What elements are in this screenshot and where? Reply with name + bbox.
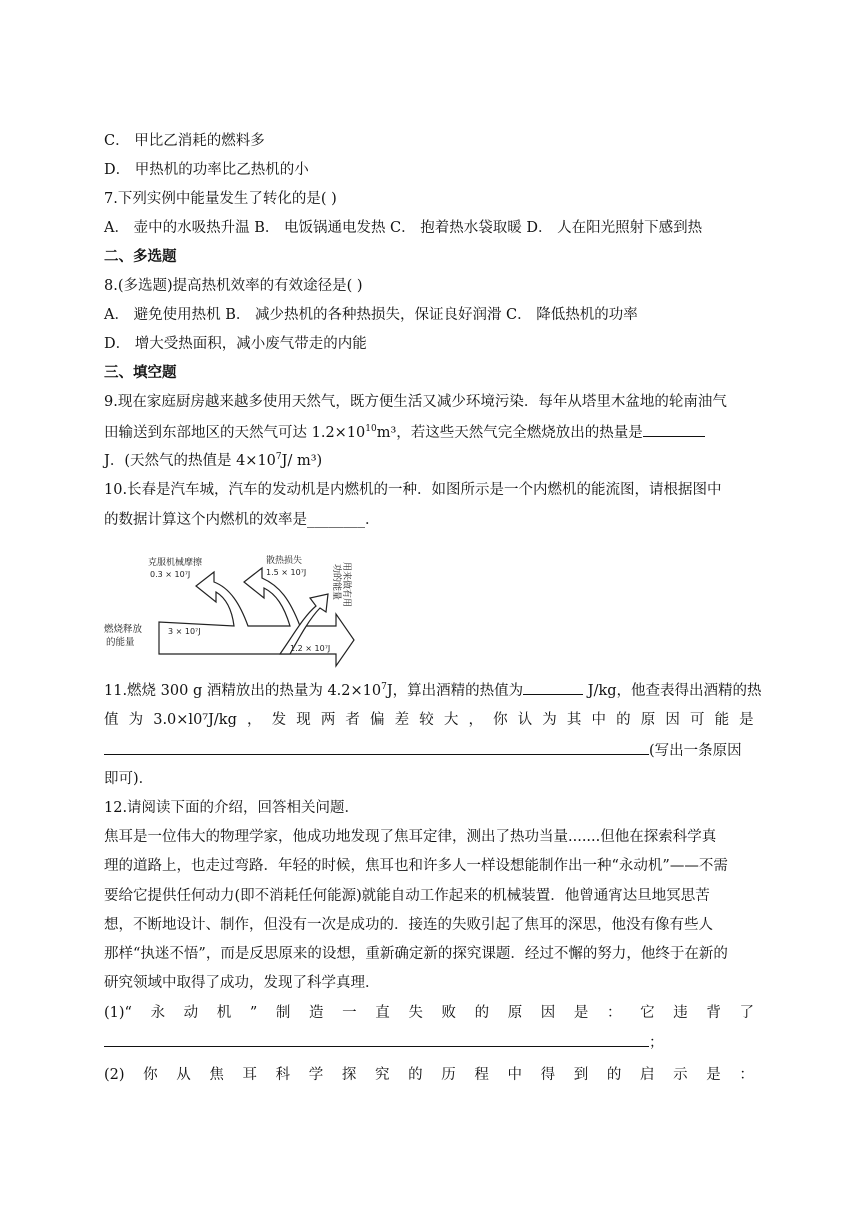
- q11-line3: [104, 740, 742, 761]
- q11-word: 两: [320, 712, 336, 728]
- q12-word: 的: [408, 1067, 423, 1083]
- q12-word: 究: [375, 1067, 390, 1083]
- q12-word: 是: [706, 1067, 721, 1083]
- q12-passage-line: 研究领域中取得了成功，发现了科学真理．: [104, 975, 380, 991]
- q12-word: 造: [309, 1005, 324, 1021]
- q11-text: J，算出酒精的热值为: [386, 683, 524, 699]
- friction-value: 0.3 × 10⁷J: [150, 570, 191, 579]
- q11-word: 能: [714, 712, 730, 728]
- q11-word: 偏: [370, 712, 385, 728]
- q11-word: 可: [689, 712, 705, 728]
- q11-word: 你: [493, 712, 508, 728]
- q9-line2: [104, 422, 705, 443]
- q9-answer-blank[interactable]: [643, 422, 705, 437]
- q12-word: 它: [640, 1005, 655, 1021]
- q11-word: 为: [542, 712, 557, 728]
- q12-word: 直: [375, 1005, 390, 1021]
- q11-word: 因: [665, 712, 680, 728]
- q11-text: 11.燃烧 300 g 酒精放出的热量为 4.2×10: [104, 683, 382, 699]
- q12-passage-line: 想，不断地设计、制作，但没有一次是成功的．接连的失败引起了焦耳的深思，他没有像有些人: [104, 917, 713, 933]
- q12-word: ”: [249, 1005, 258, 1021]
- q11-reason-blank[interactable]: [104, 740, 649, 755]
- q7-options: A． 壶中的水吸热升温 B． 电饭锅通电发热 C． 抱着热水袋取暖 D． 人在阳光照射下感到热: [104, 220, 703, 236]
- q11-word: 者: [345, 712, 360, 728]
- q11-word: 为: [128, 712, 144, 728]
- q12-word: (1)“: [104, 1005, 132, 1021]
- q12-word: 焦: [209, 1067, 224, 1083]
- q12-word: 从: [176, 1067, 191, 1083]
- q11-word: 认: [517, 712, 533, 728]
- q12-sub1-answer-blank[interactable]: [104, 1032, 649, 1047]
- q11-word: 的: [616, 712, 631, 728]
- q11-line1: [104, 680, 762, 701]
- q11-word: 差: [394, 712, 410, 728]
- q10-line2: 的数据计算这个内燃机的效率是________．: [104, 512, 380, 528]
- q12-word: 到: [573, 1067, 589, 1083]
- q12-word: 中: [507, 1067, 523, 1083]
- input-energy-label-2: 的能量: [106, 637, 135, 648]
- q11-word: 值: [104, 712, 119, 728]
- q12-word: 制: [275, 1005, 291, 1021]
- q9-exponent: 7: [275, 452, 282, 463]
- q12-word: 一: [342, 1005, 357, 1021]
- q12-word: 违: [673, 1005, 688, 1021]
- q12-word: 机: [216, 1005, 232, 1021]
- q12-stem: 12.请阅读下面的介绍，回答相关问题．: [104, 800, 360, 816]
- q12-word: 动: [183, 1005, 199, 1021]
- q9-line3: [104, 451, 322, 471]
- useful-energy-label-2: 功的能量: [331, 564, 341, 601]
- q12-sub2: [104, 1065, 754, 1085]
- q12-word: 得: [540, 1067, 556, 1083]
- q8-options-line2: D． 增大受热面积，减小废气带走的内能: [104, 336, 367, 352]
- q12-word: 示: [673, 1067, 688, 1083]
- q12-word: 耳: [242, 1067, 258, 1083]
- q11-exponent: 7: [381, 682, 387, 693]
- q11-line2: [104, 710, 754, 730]
- q12-word: 了: [739, 1005, 754, 1021]
- q12-word: 探: [341, 1067, 357, 1083]
- q11-line4: 即可)．: [104, 771, 154, 787]
- q11-word: 现: [296, 712, 311, 728]
- q12-word: 科: [275, 1067, 291, 1083]
- q12-word: 因: [540, 1005, 556, 1021]
- q12-sub1-answer-line: [104, 1032, 664, 1053]
- q12-word: 败: [441, 1005, 456, 1021]
- heat-loss-label: 散热损失: [266, 556, 303, 566]
- useful-energy-label-1: 用来做有用: [341, 562, 351, 608]
- q11-word: ，: [246, 712, 262, 728]
- q12-word: 你: [143, 1067, 158, 1083]
- q12-word: 的: [606, 1067, 622, 1083]
- q6-option-c: C． 甲比乙消耗的燃料多: [104, 133, 265, 149]
- q11-word: 中: [591, 712, 607, 728]
- energy-flow-diagram: [104, 554, 370, 670]
- input-energy-value: 3 × 10⁷J: [168, 627, 201, 636]
- q8-options-line1: A． 避免使用热机 B． 减少热机的各种热损失，保证良好润滑 C． 降低热机的功率: [104, 307, 638, 323]
- q12-sub1: [104, 1003, 754, 1023]
- q12-word: 学: [308, 1067, 324, 1083]
- q11-word: 较: [419, 712, 434, 728]
- q11-word: 3.0×l0⁷J/kg: [153, 712, 237, 728]
- q7-stem: 7.下列实例中能量发生了转化的是( ): [104, 191, 337, 207]
- q11-text: J/kg，他查表得出酒精的热: [583, 683, 762, 699]
- section-multiple-choice-title: 二、多选题: [104, 249, 177, 265]
- q12-word: 永: [150, 1005, 166, 1021]
- q12-word: 背: [706, 1005, 721, 1021]
- q11-word: 发: [271, 712, 287, 728]
- q12-word: 原: [507, 1005, 523, 1021]
- q12-word: 的: [474, 1005, 490, 1021]
- q8-stem: 8.(多选题)提高热机效率的有效途径是( ): [104, 278, 363, 294]
- section-fill-blank-title: 三、填空题: [104, 365, 177, 381]
- q12-word: 历: [441, 1067, 456, 1083]
- q12-word: ：: [607, 1005, 622, 1021]
- q11-word: 其: [566, 712, 582, 728]
- q11-word: 原: [640, 712, 656, 728]
- q12-word: ：: [739, 1067, 754, 1083]
- q6-option-d: D． 甲热机的功率比乙热机的小: [104, 162, 309, 178]
- q9-text: 田输送到东部地区的天然气可达 1.2×10: [104, 425, 366, 441]
- q12-word: 失: [408, 1005, 423, 1021]
- q12-passage-line: 要给它提供任何动力(即不消耗任何能源)就能自动工作起来的机械装置．他曾通宵达旦地冥思苦: [104, 888, 710, 904]
- q11-word: 大: [443, 712, 459, 728]
- q12-word: 是: [573, 1005, 589, 1021]
- q12-text: ；: [649, 1035, 664, 1051]
- friction-label: 克服机械摩擦: [148, 558, 203, 568]
- q11-word: 是: [739, 712, 754, 728]
- q12-passage-line: 理的道路上，也走过弯路．年轻的时候，焦耳也和许多人一样设想能制作出一种“永动机”——不需: [104, 858, 728, 874]
- q9-text: J．(天然气的热值是 4×10: [104, 453, 276, 469]
- q10-line1: 10.长春是汽车城，汽车的发动机是内燃机的一种．如图所示是一个内燃机的能流图，请根据图中: [104, 482, 722, 498]
- heat-loss-value: 1.5 × 10⁷J: [266, 568, 307, 577]
- q12-passage-line: 焦耳是一位伟大的物理学家，他成功地发现了焦耳定律，测出了热功当量.......但他在探索科学真: [104, 829, 717, 845]
- q11-answer-blank[interactable]: [523, 680, 583, 695]
- q9-line1: 9.现在家庭厨房越来越多使用天然气，既方便生活又减少环境污染．每年从塔里木盆地的轮南油气: [104, 394, 727, 410]
- q12-passage-line: 那样“执迷不悟”，而是反思原来的设想，重新确定新的探究课题．经过不懈的努力，他终于在新的: [104, 946, 728, 962]
- q11-text: (写出一条原因: [649, 743, 742, 759]
- q12-word: 程: [474, 1067, 489, 1083]
- q12-word: (2): [104, 1067, 125, 1083]
- q11-word: ，: [468, 712, 483, 728]
- q9-text: m³，若这些天然气完全燃烧放出的热量是: [376, 425, 643, 441]
- q9-exponent: 10: [365, 424, 377, 435]
- q9-text: J/ m³): [281, 453, 323, 469]
- output-energy-value: 1.2 × 10⁷J: [290, 644, 331, 653]
- input-energy-label-1: 燃烧释放: [104, 624, 143, 635]
- q12-word: 启: [640, 1067, 655, 1083]
